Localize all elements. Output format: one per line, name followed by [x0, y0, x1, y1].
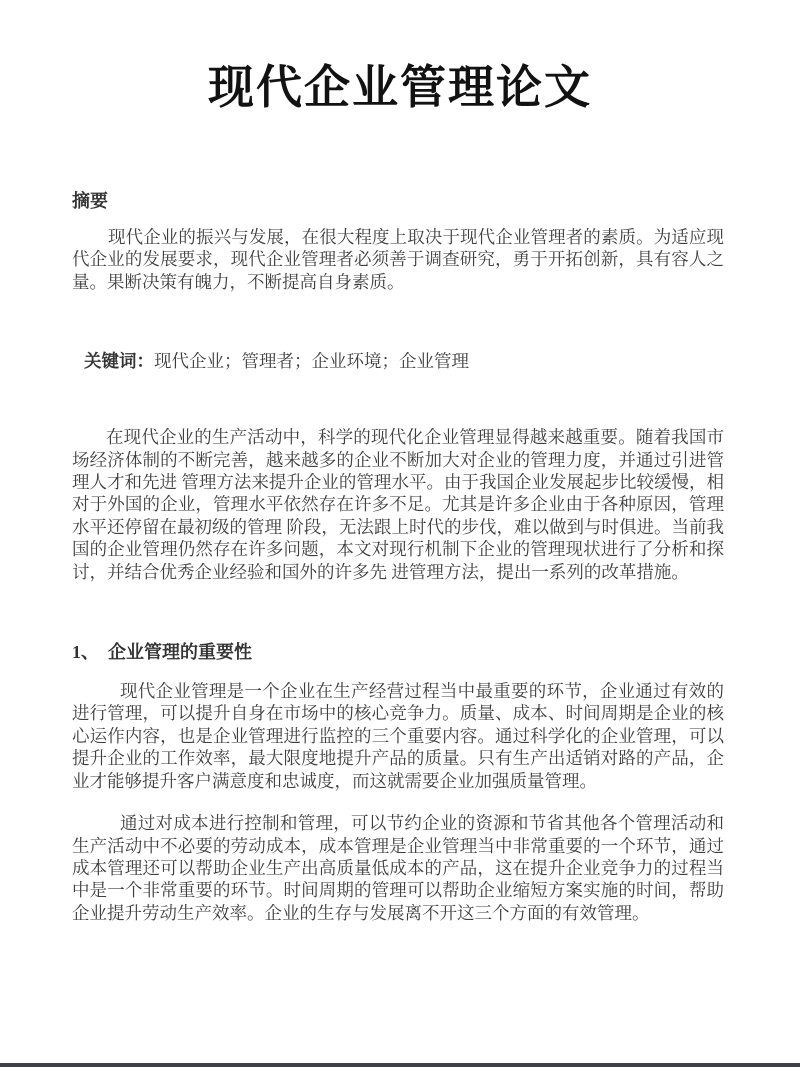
section-1-heading — [72, 641, 724, 663]
section-1-paragraph-1: 现代企业管理是一个企业在生产经营过程当中最重要的环节，企业通过有效的进行管理，可以提升自身在市场中的核心竞争力。质量、成本、时间周期是企业的核心运作内容，也是企业管理进行监控的三个重要内容。通过科学化的企业管理，可以提升企业的工作效率，最大限度地提升产品的质量。只有生产出适销对路的产品，企业才能够提升客户满意度和忠诚度，而这就需要企业加强质量管理。 — [72, 681, 724, 791]
introduction-paragraph: 在现代企业的生产活动中，科学的现代化企业管理显得越来越重要。随着我国市场经济体制的不断完善，越来越多的企业不断加大对企业的管理力度，并通过引进管理人才和先进 管理方法来提升企业的管理水平。由于我国企业发展起步比较缓慢，相对于外国的企业，管理水平依然存在许多不足。尤其是许多企业由于各种原因，管理水平还停留在最初级的管理 阶段，无法跟上时代的步伐，难以做到与时俱进。当前我国的企业管理仍然存在许多问题，本文对现行机制下企业的管理现状进行了分析和探讨，并结合优秀企业经验和国外的许多先 进管理方法，提出一系列的改革措施。 — [72, 427, 724, 582]
document-title: 现代企业管理论文 — [208, 61, 592, 113]
section-1-title: 企业管理的重要性 — [108, 642, 252, 663]
document-content — [0, 190, 800, 924]
keywords-value: 现代企业；管理者；企业环境；企业管理 — [154, 351, 469, 372]
page-bottom-edge — [0, 1063, 800, 1067]
keywords-line — [72, 350, 724, 372]
abstract-heading: 摘要 — [72, 191, 108, 211]
section-1-number: 1、 — [72, 642, 99, 663]
keywords-label: 关键词： — [84, 351, 154, 372]
abstract-paragraph: 现代企业的振兴与发展，在很大程度上取决于现代企业管理者的素质。为适应现代企业的发展要求，现代企业管理者必须善于调查研究，勇于开拓创新，具有容人之量。果断决策有魄力，不断提高自身素质。 — [72, 227, 724, 292]
section-1-paragraph-2: 通过对成本进行控制和管理，可以节约企业的资源和节省其他各个管理活动和生产活动中不必要的劳动成本，成本管理是企业管理当中非常重要的一个环节，通过成本管理还可以帮助企业生产出高质量低成本的产品，这在提升企业竞争力的过程当中是一个非常重要的环节。时间周期的管理可以帮助企业缩短方案实施的时间，帮助企业提升劳动生产效率。企业的生存与发展离不开这三个方面的有效管理。 — [72, 813, 724, 923]
